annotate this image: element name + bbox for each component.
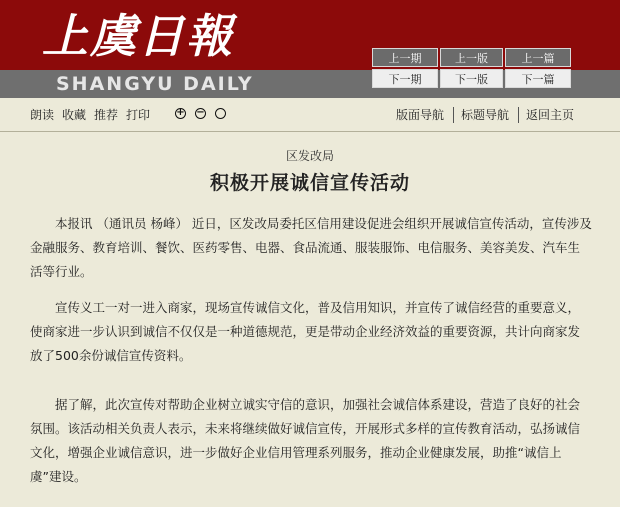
title-navigation-link[interactable]: 标题导航: [461, 108, 510, 122]
prev-issue-button[interactable]: 上一期: [372, 48, 438, 67]
home-link[interactable]: 返回主页: [526, 108, 575, 122]
print-link[interactable]: 打印: [126, 108, 151, 122]
zoom-out-icon[interactable]: −: [196, 107, 205, 118]
next-article-button[interactable]: 下一篇: [505, 69, 571, 88]
newspaper-logo: 上虞日報: [42, 9, 234, 63]
next-issue-button[interactable]: 下一期: [372, 69, 438, 88]
read-aloud-link[interactable]: 朗读: [30, 108, 55, 122]
article-paragraph: 据了解，此次宣传对帮助企业树立诚实守信的意识，加强社会诚信体系建设，营造了良好的社会氛围。该活动相关负责人表示，未来将继续做好诚信宣传，开展形式多样的宣传教育活动，弘扬诚信文化，增强企业诚信意识，进一步做好企业信用管理系列服务，推动企业健康发展，助推“诚信上虞”建设。: [30, 397, 581, 484]
article-section: 区发改局: [285, 149, 334, 163]
prev-page-button[interactable]: 上一版: [440, 48, 503, 67]
newspaper-logo-english: SHANGYU DAILY: [56, 73, 254, 95]
next-page-button[interactable]: 下一版: [440, 69, 503, 88]
article-paragraph: 宣传义工一对一进入商家，现场宣传诚信文化，普及信用知识，并宣传了诚信经营的重要意义，使商家进一步认识到诚信不仅仅是一种道德规范，更是带动企业经济效益的重要资源，共计向商家发放了500余份诚信宣传资料。: [30, 300, 581, 363]
zoom-in-icon[interactable]: +: [176, 107, 185, 118]
toolbar-divider: [453, 107, 454, 123]
masthead: [0, 0, 620, 98]
prev-article-button[interactable]: 上一篇: [505, 48, 571, 67]
layout-navigation-link[interactable]: 版面导航: [396, 108, 445, 122]
toolbar-divider: [518, 107, 519, 123]
zoom-reset-icon[interactable]: [215, 108, 226, 119]
recommend-link[interactable]: 推荐: [94, 108, 119, 122]
favorite-link[interactable]: 收藏: [62, 108, 87, 122]
article-paragraph: 本报讯 （通讯员 杨峰） 近日，区发改局委托区信用建设促进会组织开展诚信宣传活动，宣传涉及金融服务、教育培训、餐饮、医药零售、电器、食品流通、服装服饰、电信服务、美容美发、汽车生活等行业。: [30, 216, 592, 279]
toolbar: [0, 98, 620, 132]
article-headline: 积极开展诚信宣传活动: [209, 172, 410, 194]
